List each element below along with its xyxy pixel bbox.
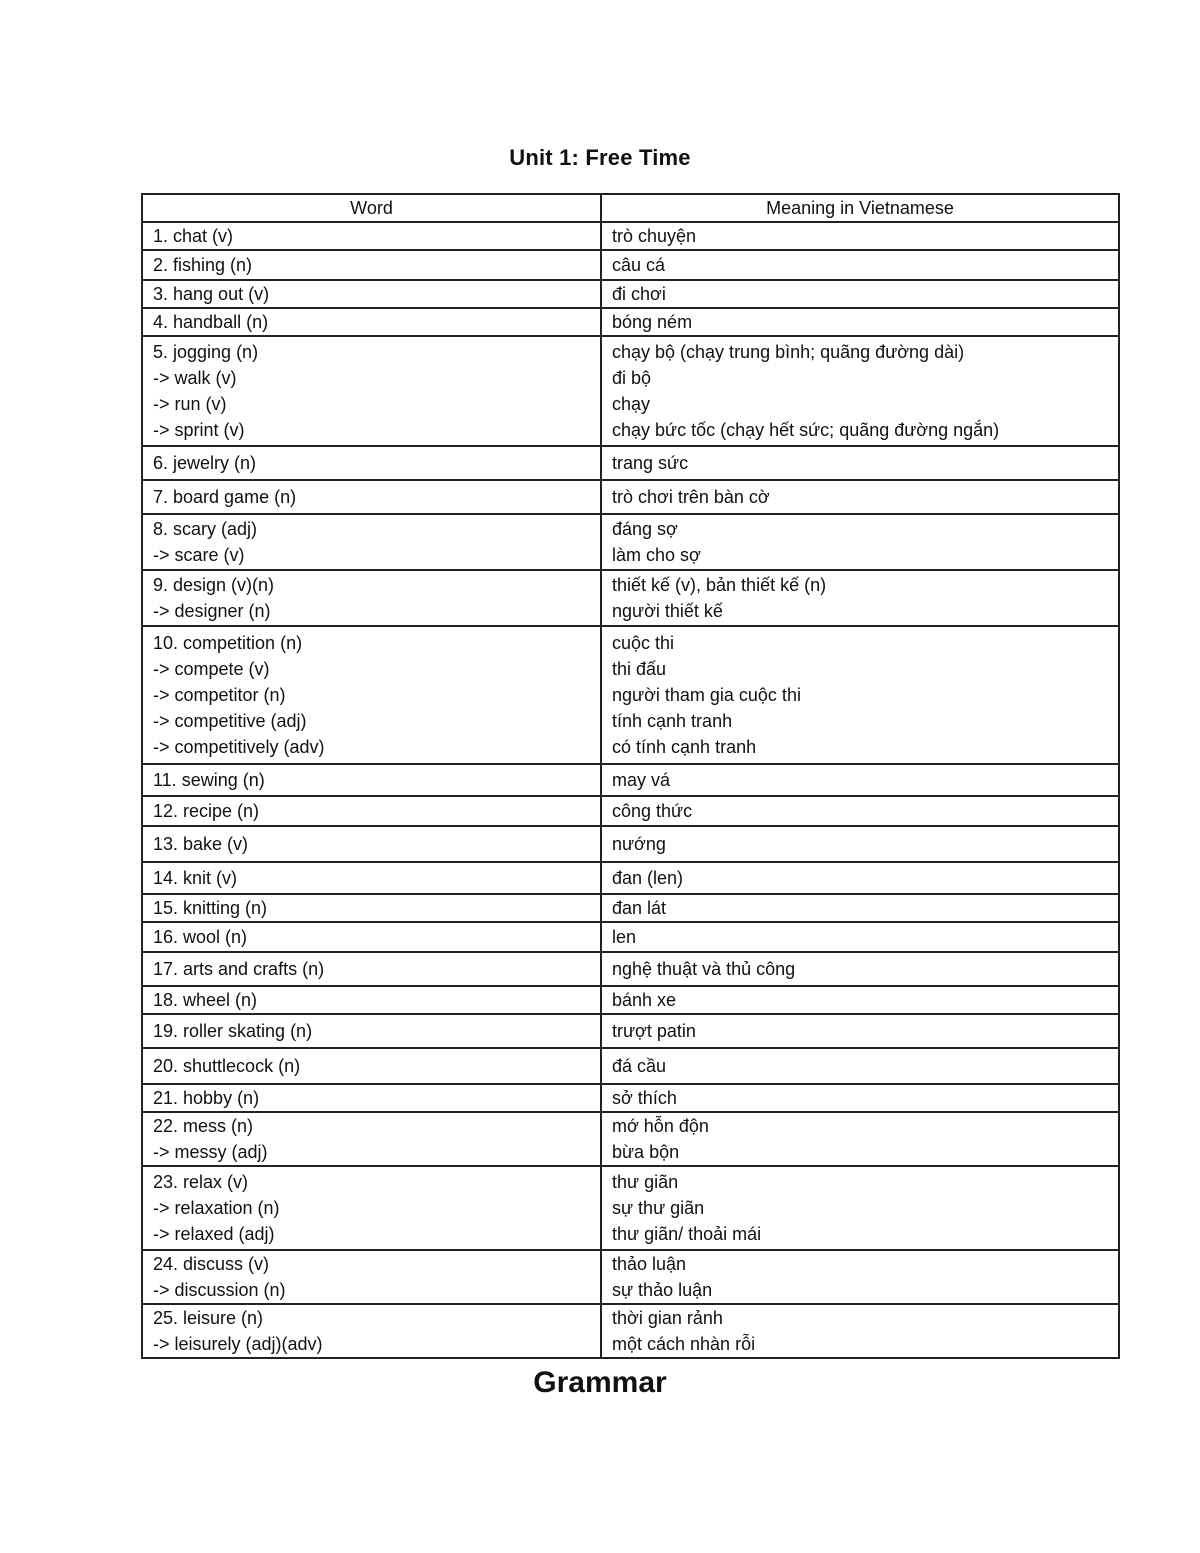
table-row — [142, 626, 1119, 764]
word-line: 12. recipe (n) — [153, 801, 260, 821]
word-line: 10. competition (n) — [153, 633, 303, 653]
meaning-line: trò chuyện — [612, 226, 697, 246]
word-line: 13. bake (v) — [153, 834, 249, 854]
meaning-line: sự thư giãn — [612, 1198, 705, 1218]
meaning-cell — [601, 922, 1119, 952]
meaning-cell — [601, 796, 1119, 826]
word-cell — [142, 1112, 601, 1166]
table-row — [142, 336, 1119, 446]
meaning-cell — [601, 1084, 1119, 1112]
meaning-cell — [601, 280, 1119, 308]
word-line: 9. design (v)(n) — [153, 575, 275, 595]
word-cell — [142, 308, 601, 336]
word-cell — [142, 1048, 601, 1084]
table-row — [142, 1084, 1119, 1112]
meaning-line: người tham gia cuộc thi — [612, 685, 801, 705]
meaning-cell — [601, 626, 1119, 764]
word-cell — [142, 280, 601, 308]
meaning-line: đá cầu — [612, 1056, 667, 1076]
meaning-cell — [601, 952, 1119, 986]
word-line: -> competitor (n) — [153, 685, 286, 705]
word-line: 17. arts and crafts (n) — [153, 959, 325, 979]
meaning-cell — [601, 250, 1119, 280]
table-row — [142, 1112, 1119, 1166]
word-line: 4. handball (n) — [153, 312, 269, 332]
word-line: -> messy (adj) — [153, 1142, 268, 1162]
meaning-cell — [601, 894, 1119, 922]
table-row — [142, 986, 1119, 1014]
table-row — [142, 862, 1119, 894]
word-line: 16. wool (n) — [153, 927, 248, 947]
word-cell — [142, 336, 601, 446]
table-row — [142, 764, 1119, 796]
word-cell — [142, 250, 601, 280]
meaning-line: trang sức — [612, 453, 689, 473]
meaning-line: bừa bộn — [612, 1142, 680, 1162]
meaning-cell — [601, 1304, 1119, 1358]
table-row — [142, 280, 1119, 308]
word-line: -> relaxation (n) — [153, 1198, 280, 1218]
meaning-cell — [601, 1166, 1119, 1250]
word-line: 8. scary (adj) — [153, 519, 258, 539]
word-cell — [142, 952, 601, 986]
word-line: -> compete (v) — [153, 659, 270, 679]
word-line: -> sprint (v) — [153, 420, 245, 440]
word-line: 20. shuttlecock (n) — [153, 1056, 301, 1076]
word-line: -> competitive (adj) — [153, 711, 307, 731]
meaning-cell — [601, 862, 1119, 894]
meaning-line: sự thảo luận — [612, 1280, 713, 1300]
word-cell — [142, 1250, 601, 1304]
word-line: -> scare (v) — [153, 545, 245, 565]
word-line: 1. chat (v) — [153, 226, 234, 246]
column-header-meaning: Meaning in Vietnamese — [601, 194, 1119, 222]
word-cell — [142, 446, 601, 480]
word-cell — [142, 1304, 601, 1358]
meaning-line: người thiết kế — [612, 601, 723, 621]
table-row — [142, 922, 1119, 952]
word-line: 6. jewelry (n) — [153, 453, 257, 473]
word-cell — [142, 764, 601, 796]
table-row — [142, 1014, 1119, 1048]
table-row — [142, 570, 1119, 626]
table-row — [142, 480, 1119, 514]
meaning-line: nướng — [612, 834, 666, 854]
meaning-line: một cách nhàn rỗi — [612, 1334, 756, 1354]
word-cell — [142, 514, 601, 570]
table-row — [142, 1166, 1119, 1250]
word-cell — [142, 1166, 601, 1250]
meaning-cell — [601, 826, 1119, 862]
meaning-cell — [601, 986, 1119, 1014]
page-title: Unit 1: Free Time — [509, 145, 691, 170]
meaning-cell — [601, 1048, 1119, 1084]
meaning-line: bóng ném — [612, 312, 693, 332]
meaning-line: thời gian rảnh — [612, 1308, 723, 1328]
word-line: 25. leisure (n) — [153, 1308, 264, 1328]
table-row — [142, 514, 1119, 570]
meaning-cell — [601, 1014, 1119, 1048]
word-cell — [142, 1084, 601, 1112]
word-line: 18. wheel (n) — [153, 990, 258, 1010]
word-cell — [142, 826, 601, 862]
meaning-line: công thức — [612, 801, 693, 821]
table-row — [142, 796, 1119, 826]
word-line: 7. board game (n) — [153, 487, 297, 507]
meaning-line: đi chơi — [612, 284, 666, 304]
table-row — [142, 1250, 1119, 1304]
meaning-line: câu cá — [612, 255, 666, 275]
table-row — [142, 1304, 1119, 1358]
table-row — [142, 446, 1119, 480]
table-header-row — [142, 194, 1119, 222]
word-cell — [142, 1014, 601, 1048]
meaning-cell — [601, 1112, 1119, 1166]
table-row — [142, 952, 1119, 986]
word-line: -> leisurely (adj)(adv) — [153, 1334, 323, 1354]
meaning-line: mớ hỗn độn — [612, 1116, 709, 1136]
word-line: 2. fishing (n) — [153, 255, 253, 275]
word-cell — [142, 986, 601, 1014]
word-line: 14. knit (v) — [153, 868, 238, 888]
word-line: -> discussion (n) — [153, 1280, 286, 1300]
word-cell — [142, 922, 601, 952]
meaning-line: có tính cạnh tranh — [612, 737, 757, 757]
word-line: -> relaxed (adj) — [153, 1224, 275, 1244]
meaning-line: thiết kế (v), bản thiết kế (n) — [612, 575, 827, 595]
meaning-line: trò chơi trên bàn cờ — [612, 487, 770, 507]
word-line: -> designer (n) — [153, 601, 271, 621]
meaning-line: cuộc thi — [612, 633, 675, 653]
meaning-line: làm cho sợ — [612, 545, 701, 565]
meaning-line: tính cạnh tranh — [612, 711, 733, 731]
meaning-line: sở thích — [612, 1088, 677, 1108]
word-cell — [142, 796, 601, 826]
meaning-line: nghệ thuật và thủ công — [612, 959, 796, 979]
table-row — [142, 222, 1119, 250]
table-row — [142, 308, 1119, 336]
vocabulary-table — [141, 193, 1120, 1359]
word-line: 15. knitting (n) — [153, 898, 268, 918]
table-row — [142, 250, 1119, 280]
word-line: -> run (v) — [153, 394, 227, 414]
meaning-cell — [601, 336, 1119, 446]
word-line: 22. mess (n) — [153, 1116, 254, 1136]
column-header-word: Word — [142, 194, 601, 222]
meaning-line: thư giãn/ thoải mái — [612, 1224, 762, 1244]
meaning-line: chạy bức tốc (chạy hết sức; quãng đường ngắn) — [612, 420, 1000, 440]
meaning-line: chạy — [612, 394, 651, 414]
meaning-line: chạy bộ (chạy trung bình; quãng đường dài) — [612, 342, 965, 362]
word-line: -> walk (v) — [153, 368, 237, 388]
word-cell — [142, 862, 601, 894]
word-cell — [142, 222, 601, 250]
word-line: 3. hang out (v) — [153, 284, 270, 304]
table-body — [142, 222, 1119, 1358]
meaning-line: thảo luận — [612, 1254, 687, 1274]
meaning-line: đan (len) — [612, 868, 684, 888]
word-cell — [142, 570, 601, 626]
meaning-line: len — [612, 927, 637, 947]
meaning-cell — [601, 446, 1119, 480]
meaning-cell — [601, 570, 1119, 626]
word-line: 11. sewing (n) — [153, 770, 265, 790]
grammar-heading: Grammar — [533, 1366, 667, 1399]
word-line: 5. jogging (n) — [153, 342, 259, 362]
word-line: -> competitively (adv) — [153, 737, 325, 757]
meaning-line: trượt patin — [612, 1021, 696, 1041]
meaning-line: may vá — [612, 770, 671, 790]
meaning-cell — [601, 1250, 1119, 1304]
meaning-line: đi bộ — [612, 368, 652, 388]
word-line: 21. hobby (n) — [153, 1088, 260, 1108]
meaning-cell — [601, 480, 1119, 514]
word-line: 24. discuss (v) — [153, 1254, 270, 1274]
meaning-cell — [601, 222, 1119, 250]
meaning-line: đan lát — [612, 898, 667, 918]
word-cell — [142, 480, 601, 514]
word-cell — [142, 626, 601, 764]
word-cell — [142, 894, 601, 922]
meaning-line: thi đấu — [612, 659, 667, 679]
word-line: 19. roller skating (n) — [153, 1021, 313, 1041]
meaning-cell — [601, 764, 1119, 796]
meaning-cell — [601, 308, 1119, 336]
word-line: 23. relax (v) — [153, 1172, 249, 1192]
table-row — [142, 826, 1119, 862]
meaning-cell — [601, 514, 1119, 570]
meaning-line: đáng sợ — [612, 519, 678, 539]
meaning-line: thư giãn — [612, 1172, 679, 1192]
table-row — [142, 894, 1119, 922]
table-row — [142, 1048, 1119, 1084]
meaning-line: bánh xe — [612, 990, 677, 1010]
